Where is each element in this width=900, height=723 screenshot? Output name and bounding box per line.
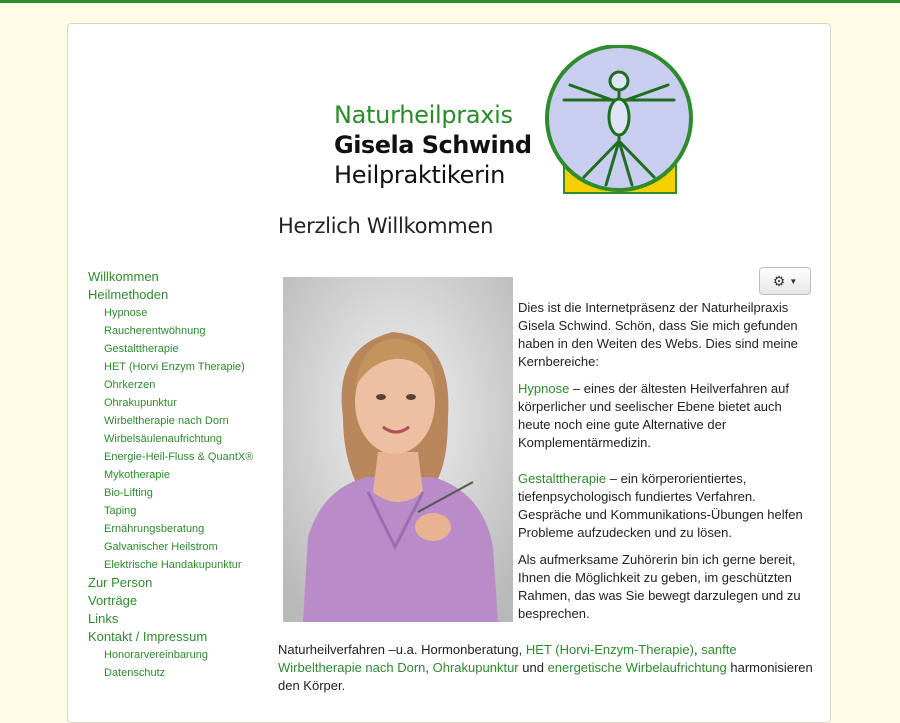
sidebar-nav [88, 268, 268, 682]
nav-item-21[interactable]: Honorarvereinbarung [104, 649, 208, 661]
nav-item-22[interactable]: Datenschutz [104, 667, 166, 679]
gestalt-paragraph [518, 470, 810, 542]
gear-icon: ⚙ [772, 272, 786, 289]
nav-item-17[interactable]: Zur Person [88, 575, 153, 590]
nav-item-2[interactable]: Hypnose [104, 307, 148, 319]
hypnose-link[interactable]: Hypnose [518, 381, 570, 396]
ohrakupunktur-link[interactable]: Ohrakupunktur [432, 660, 519, 675]
settings-dropdown-button[interactable] [759, 267, 811, 295]
nav-item-0[interactable]: Willkommen [88, 269, 159, 284]
nav-item-19[interactable]: Links [88, 611, 119, 626]
and-text: und [518, 660, 548, 675]
separator: , [693, 642, 702, 657]
nav-item-7[interactable]: Ohrakupunktur [104, 397, 177, 409]
intro-paragraph [518, 299, 810, 371]
brand-text [334, 100, 532, 190]
page-title: Herzlich Willkommen [278, 214, 494, 238]
vitruvian-man-icon [544, 45, 694, 195]
brand-line-name: Gisela Schwind [334, 131, 532, 159]
listener-paragraph [518, 551, 810, 623]
nav-item-18[interactable]: Vorträge [88, 593, 138, 608]
separator: , [425, 660, 433, 675]
brand-line-profession: Heilpraktikerin [334, 161, 505, 189]
methods-suffix: harmonisieren den Körper. [278, 660, 813, 693]
nav-item-16[interactable]: Elektrische Handakupunktur [104, 559, 242, 571]
hypnose-paragraph [518, 380, 810, 452]
methods-prefix: Naturheilverfahren –u.a. Hormonberatung, [278, 642, 526, 657]
hypnose-text: – eines der ältesten Heilverfahren auf körperlicher und seelischer Ebene bietet auch heute noch eine gute Alternative der Komplementärmedizin. [518, 381, 789, 450]
portrait-photo [283, 277, 513, 622]
nav-item-12[interactable]: Bio-Lifting [104, 487, 153, 499]
nav-item-4[interactable]: Gestalttherapie [104, 343, 179, 355]
nav-item-3[interactable]: Raucherentwöhnung [104, 325, 206, 337]
gestalt-text: – ein körperorientiertes, tiefenpsychologisch fundiertes Verfahren. Gespräche und Kommunikations-Übungen helfen Probleme aufzudecken und zu lösen. [518, 471, 803, 540]
nav-item-13[interactable]: Taping [104, 505, 137, 517]
intro-text: Dies ist die Internetpräsenz der Naturheilpraxis Gisela Schwind. Schön, dass Sie mich gefunden haben in den Weiten des Webs. Dies sind meine Kernbereiche: [518, 300, 798, 369]
top-accent-bar [0, 0, 900, 3]
het-link[interactable]: HET (Horvi-Enzym-Therapie) [525, 642, 694, 657]
nav-item-9[interactable]: Wirbelsäulenaufrichtung [104, 433, 223, 445]
gestalt-link[interactable]: Gestalttherapie [518, 471, 607, 486]
listener-text: Als aufmerksame Zuhörerin bin ich gerne bereit, Ihnen die Möglichkeit zu geben, im geschützten Rahmen, das was Sie bewegt darzulegen und zu besprechen. [518, 552, 801, 621]
dorn-link[interactable]: sanfte Wirbeltherapie nach Dorn [278, 642, 737, 675]
methods-paragraph [278, 641, 818, 695]
nav-item-6[interactable]: Ohrkerzen [104, 379, 156, 391]
nav-item-11[interactable]: Mykotherapie [104, 469, 171, 481]
caret-down-icon: ▼ [789, 276, 798, 286]
nav-item-14[interactable]: Ernährungsberatung [104, 523, 205, 535]
nav-item-20[interactable]: Kontakt / Impressum [88, 629, 208, 644]
nav-item-5[interactable]: HET (Horvi Enzym Therapie) [104, 361, 245, 373]
wirbelaufrichtung-link[interactable]: energetische Wirbelaufrichtung [547, 660, 727, 675]
nav-item-1[interactable]: Heilmethoden [88, 287, 169, 302]
nav-item-8[interactable]: Wirbeltherapie nach Dorn [104, 415, 229, 427]
nav-item-15[interactable]: Galvanischer Heilstrom [104, 541, 218, 553]
brand-line-practice: Naturheilpraxis [334, 101, 513, 129]
nav-item-10[interactable]: Energie-Heil-Fluss & QuantX® [104, 451, 254, 463]
